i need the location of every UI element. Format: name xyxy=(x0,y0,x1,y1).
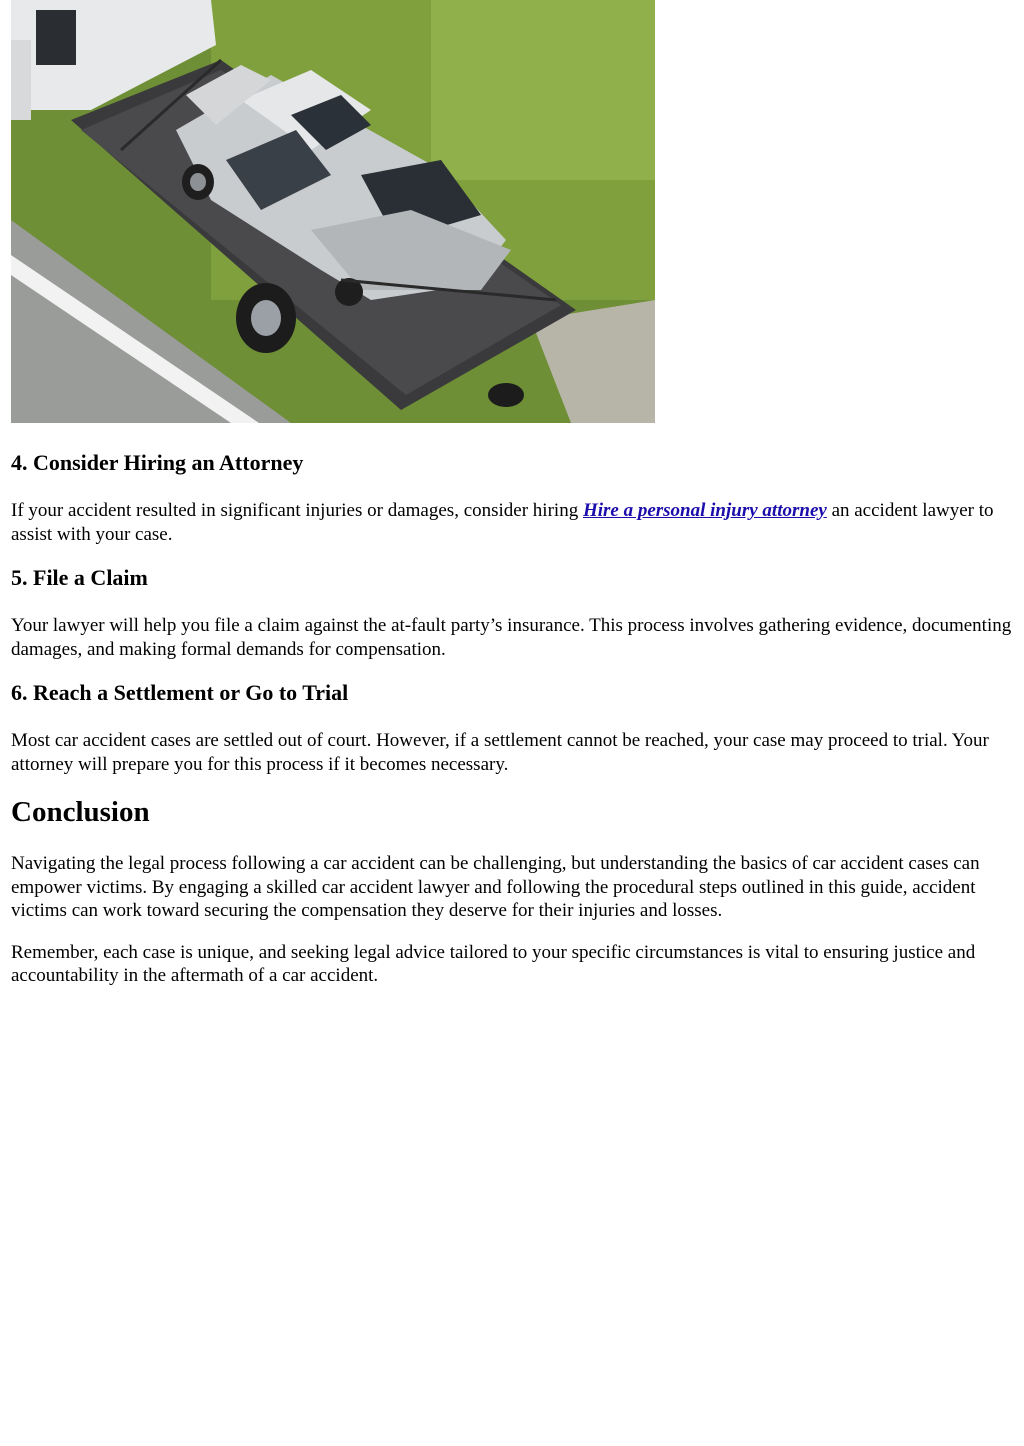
conclusion-heading: Conclusion xyxy=(11,796,150,828)
tow-truck-photo xyxy=(11,0,655,423)
personal-injury-attorney-link[interactable]: Hire a personal injury attorney xyxy=(582,500,827,521)
paragraph-text-before-link: If your accident resulted in significant injuries or damages, consider hiring xyxy=(11,500,583,521)
section-heading-file-claim: 5. File a Claim xyxy=(11,565,148,590)
paragraph-text-after-link: an accident lawyer to assist with your case. xyxy=(11,500,994,545)
conclusion-paragraph: Remember, each case is unique, and seeking legal advice tailored to your specific circumstances is vital to ensuring justice and accountability in the aftermath of a car accident. xyxy=(11,941,976,986)
section-paragraph-hire-attorney xyxy=(11,499,1016,546)
conclusion-paragraph: Navigating the legal process following a car accident can be challenging, but understanding the basics of car accident cases can empower victims. By engaging a skilled car accident lawyer and following the procedural steps outlined in this guide, accident victims can work toward securing the compensation they deserve for their injuries and losses. xyxy=(11,853,980,921)
section-heading-hire-attorney: 4. Consider Hiring an Attorney xyxy=(11,450,304,475)
section-paragraph-settlement-trial: Most car accident cases are settled out of court. However, if a settlement cannot be reached, your case may proceed to trial. Your attorney will prepare you for this process if it becomes necessary. xyxy=(11,730,989,775)
section-heading-settlement-trial: 6. Reach a Settlement or Go to Trial xyxy=(11,680,349,705)
article-body xyxy=(11,443,1016,1006)
section-paragraph-file-claim: Your lawyer will help you file a claim against the at-fault party’s insurance. This process involves gathering evidence, documenting damages, and making formal demands for compensation. xyxy=(11,615,1012,660)
